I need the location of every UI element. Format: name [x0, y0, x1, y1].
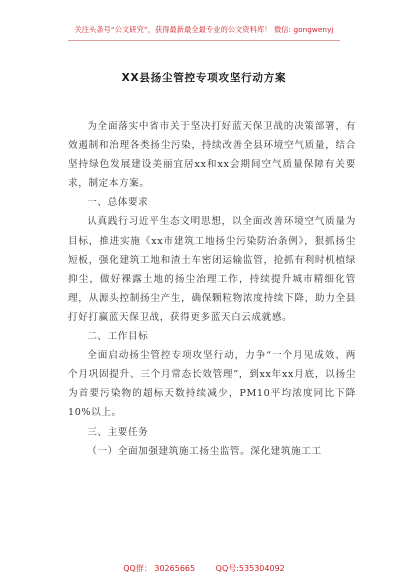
intro-paragraph: 为全面落实中省市关于坚决打好蓝天保卫战的决策部署，有效遏制和治理各类扬尘污染，持续改善全县环境空气质量，结合坚持绿色发展建设美丽宜居xx和xx会期间空气质量保障有关要求，制定本方案。	[68, 121, 356, 190]
main-tasks-paragraph: （一）全面加强建筑施工扬尘监管。深化建筑施工工	[87, 445, 322, 457]
promo-header-text: 关注头条号“公文研究”，获得最新最全最专业的公文资料库！ 微信: gongwenyj	[74, 25, 334, 34]
work-goals-paragraph: 全面启动扬尘管控专项攻坚行动，力争“一个月见成效、两个月巩固提升、三个月常态长效管理”，到xx年xx月底，以扬尘为首要污染物的超标天数持续减少，PM10平均浓度同比下降10%以上。	[68, 350, 356, 419]
header-divider	[68, 40, 340, 41]
section-heading-general-requirements: 一、总体要求	[87, 197, 149, 209]
qq-group-text: QQ群： 30265665	[123, 564, 196, 573]
qq-number-text: QQ号:535304092	[215, 564, 285, 573]
contact-footer	[0, 563, 408, 574]
document-body	[68, 117, 356, 461]
general-requirements-paragraph: 认真践行习近平生态文明思想，以全面改善环境空气质量为目标，推进实施《xx市建筑工地扬尘污染防治条例》，狠抓扬尘短板，强化建筑工地和渣土车密闭运输监管，抢抓有利时机植绿抑尘，做好裸露土地的扬尘治理工作，持续提升城市精细化管理，从源头控制扬尘产生，确保颗粒物浓度持续下降，助力全县打好打赢蓝天保卫战，获得更多蓝天白云成就感。	[68, 216, 356, 323]
section-heading-work-goals: 二、工作目标	[87, 331, 149, 343]
section-heading-main-tasks: 三、主要任务	[87, 426, 149, 438]
document-title: XX县扬尘管控专项攻坚行动方案	[121, 72, 287, 84]
